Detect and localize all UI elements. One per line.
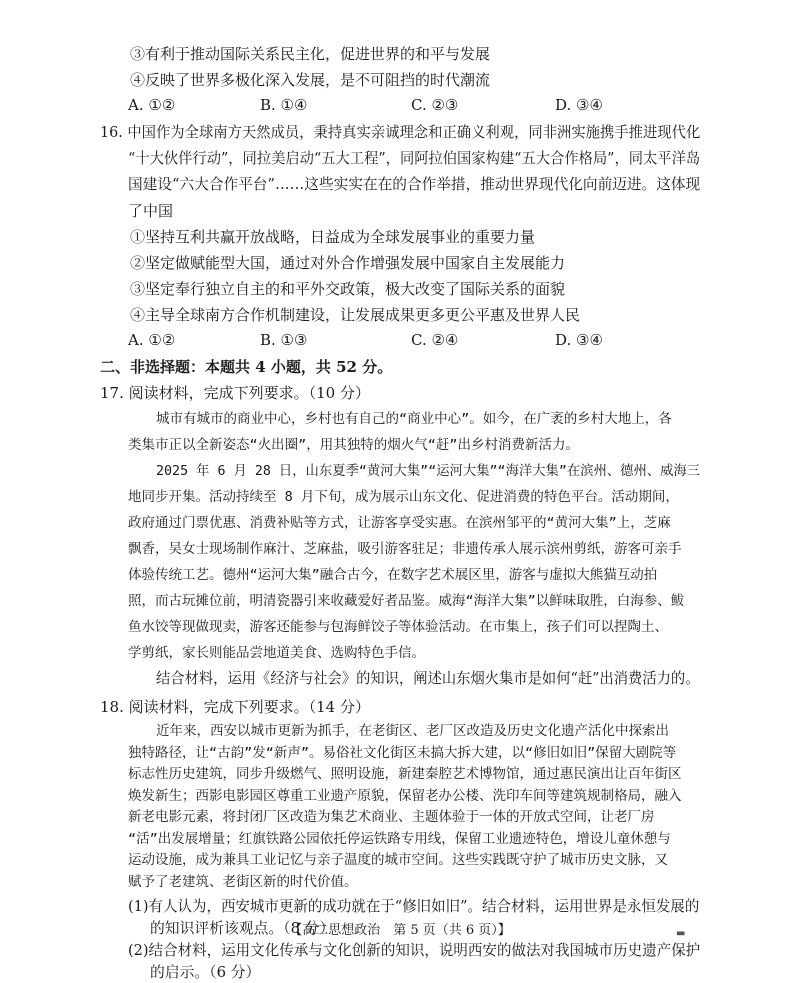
q16-stem-line: 国建设“六大合作平台”……这些实实在在的合作举措，推动世界现代化向前迈进。这体现 bbox=[128, 176, 701, 193]
q15-item-4: ④反映了世界多极化深入发展，是不可阻挡的时代潮流 bbox=[130, 71, 491, 89]
q15-option-b: B. ①④ bbox=[260, 96, 308, 114]
corner-mark: ▬ bbox=[676, 928, 686, 939]
q17-head: 17. 阅读材料，完成下列要求。（10 分） bbox=[100, 384, 370, 402]
q17-material-line: 鱼水饺等现做现卖，游客还能参与包海鲜饺子等体验活动。在市集上，孩子们可以捏陶土、 bbox=[128, 619, 668, 635]
q17-question: 结合材料，运用《经济与社会》的知识，阐述山东烟火集市是如何“赶”出消费活力的。 bbox=[156, 670, 700, 687]
q18-material-line: 运动设施，成为兼具工业记忆与亲子温度的城市空间。这些实践既守护了城市历史文脉，又 bbox=[128, 852, 668, 868]
q16-option-c: C. ②④ bbox=[411, 331, 459, 349]
q16-item-3: ③坚定奉行独立自主的和平外交政策，极大改变了国际关系的面貌 bbox=[130, 280, 566, 298]
q17-material-line: 政府通过门票优惠、消费补贴等方式，让游客享受实惠。在滨州邹平的“黄河大集”上，芝麻 bbox=[128, 515, 671, 531]
q16-stem-line: 16. 中国作为全球南方天然成员，秉持真实亲诚理念和正确义利观，同非洲实施携手推进现代化 bbox=[100, 124, 701, 141]
q16-stem-line: 了中国 bbox=[128, 202, 174, 220]
q18-sub1-line: 的知识评析该观点。（8 分） bbox=[150, 920, 335, 937]
q18-sub1-line: (1)有人认为，西安城市更新的成功就在于“修旧如旧”。结合材料，运用世界是永恒发展的 bbox=[128, 898, 700, 915]
q15-option-a: A. ①② bbox=[128, 96, 176, 114]
q18-sub2-line: 的启示。（6 分） bbox=[150, 964, 261, 981]
q16-stem-line: “十大伙伴行动”，同拉美启动“五大工程”，同阿拉伯国家构建“五大合作格局”，同太平洋岛 bbox=[128, 150, 701, 167]
q16-option-b: B. ①③ bbox=[260, 331, 308, 349]
q18-material-line: 焕发新生；西影电影园区尊重工业遗产原貌，保留老办公楼、洗印车间等建筑规制格局，融入 bbox=[128, 787, 682, 804]
q16-option-a: A. ①② bbox=[128, 331, 176, 349]
q17-material-line: 体验传统工艺。德州“运河大集”融合古今，在数字艺术展区里，游客与虚拟大熊猫互动拍 bbox=[128, 567, 658, 583]
q18-material-line: 新老电影元素，将封闭厂区改造为集艺术商业、主题体验于一体的开放式空间，让老厂房 bbox=[128, 809, 655, 825]
q16-item-4: ④主导全球南方合作机制建设，让发展成果更多更公平惠及世界人民 bbox=[130, 306, 581, 324]
q15-option-d: D. ③④ bbox=[555, 96, 603, 114]
q17-material-line: 城市有城市的商业中心，乡村也有自己的“商业中心”。如今，在广袤的乡村大地上，各 bbox=[156, 411, 672, 427]
q18-material-line: 赋予了老建筑、老街区新的时代价值。 bbox=[128, 873, 358, 890]
q17-material-line: 学剪纸，家长则能品尝地道美食、选购特色手信。 bbox=[128, 645, 425, 661]
q15-item-3: ③有利于推动国际关系民主化，促进世界的和平与发展 bbox=[130, 45, 491, 63]
q18-material-line: 近年来，西安以城市更新为抓手，在老街区、老厂区改造及历史文化遗产活化中探索出 bbox=[156, 723, 669, 739]
q17-material-line: 照，而古玩摊位前，明清瓷器引来收藏爱好者品鉴。威海“海洋大集”以鲜味取胜，白海参、鲅 bbox=[128, 593, 685, 609]
q16-item-2: ②坚定做赋能型大国，通过对外合作增强发展中国家自主发展能力 bbox=[130, 254, 566, 272]
section-title: 二、非选择题：本题共 4 小题，共 52 分。 bbox=[100, 358, 393, 376]
q17-material-line: 飘香，吴女士现场制作麻汁、芝麻盐，吸引游客驻足；非遗传承人展示滨州剪纸，游客可亲手 bbox=[128, 541, 682, 557]
q16-item-1: ①坚持互利共赢开放战略，日益成为全球发展事业的重要力量 bbox=[130, 228, 536, 246]
q17-material-line: 2025 年 6 月 28 日，山东夏季“黄河大集”“运河大集”“海洋大集”在滨州、德州、威海三 bbox=[156, 463, 701, 479]
q17-material-line: 地同步开集。活动持续至 8 月下旬，成为展示山东文化、促进消费的特色平台。活动期间， bbox=[128, 489, 679, 505]
q18-material-line: 独特路径，让“古韵”发“新声”。易俗社文化街区未搞大拆大建，以“修旧如旧”保留大剧院等 bbox=[128, 744, 677, 761]
q18-head: 18. 阅读材料，完成下列要求。（14 分） bbox=[100, 698, 370, 716]
q17-material-line: 类集市正以全新姿态“火出圈”，用其独特的烟火气“赶”出乡村消费新活力。 bbox=[128, 437, 580, 453]
q18-material-line: “活”出发展增量；红旗铁路公园依托停运铁路专用线，保留工业遗迹特色，增设儿童休憩与 bbox=[128, 830, 671, 847]
q18-sub2-line: (2)结合材料，运用文化传承与文化创新的知识，说明西安的做法对我国城市历史遗产保护 bbox=[128, 942, 701, 959]
q15-option-c: C. ②③ bbox=[411, 96, 459, 114]
page-footer: 【高二思想政治 第 5 页（共 6 页）】 bbox=[289, 923, 511, 938]
q18-material-line: 标志性历史建筑，同步升级燃气、照明设施，新建秦腔艺术博物馆，通过惠民演出让百年街区 bbox=[128, 766, 682, 782]
q16-option-d: D. ③④ bbox=[555, 331, 603, 349]
